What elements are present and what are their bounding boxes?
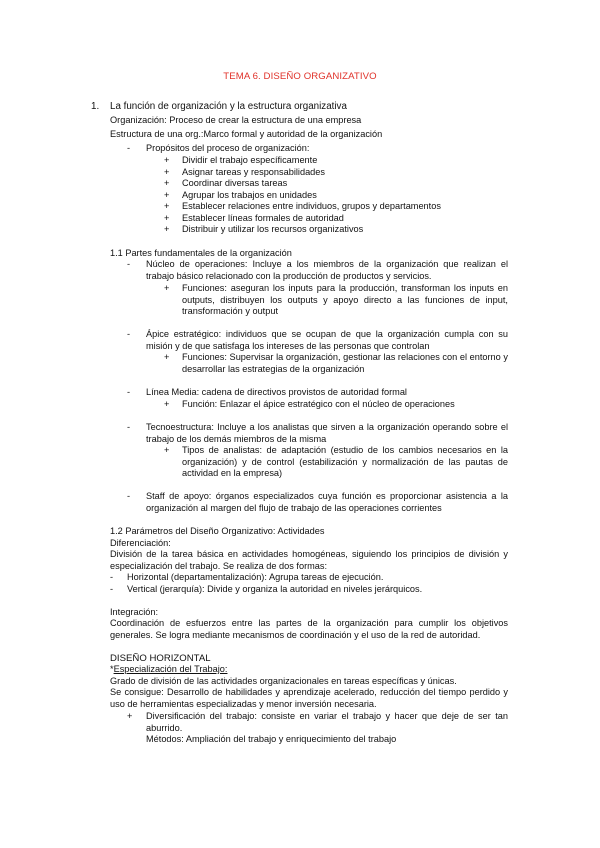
list-item: Coordinar diversas tareas <box>182 178 288 188</box>
plus-bullet: + <box>164 155 170 165</box>
support-staff-text: Staff de apoyo: órganos especializados cuya función es proporcionar asistencia a la organización al margen del flujo de trabajo de las operaciones corrientes <box>146 491 508 513</box>
list-item: Dividir el trabajo específicamente <box>182 155 318 165</box>
organization-definition: Organización: Proceso de crear la estructura de una empresa <box>110 115 362 125</box>
plus-bullet: + <box>164 201 170 211</box>
dash-bullet: - <box>110 572 114 582</box>
subsection-heading: 1.1 Partes fundamentales de la organización <box>110 248 292 258</box>
specialization-definition: Grado de división de las actividades organizacionales en tareas específicas y únicas. <box>110 676 457 686</box>
specialization-benefits: Se consigue: Desarrollo de habilidades y aprendizaje acelerado, reducción del tiempo perdido y uso de herramientas especializadas y menor inversión necesaria. <box>110 687 508 709</box>
differentiation-text: División de la tarea básica en actividades homogéneas, siguiendo los principios de división y especialización del trabajo. Se realiza de dos formas: <box>110 549 508 571</box>
dash-bullet: - <box>127 491 131 501</box>
operating-core-functions: Funciones: aseguran los inputs para la producción, transforman los inputs en outputs, distribuyen los outputs y apoyo directo a las funciones de input, transformación y output <box>182 283 508 316</box>
list-item: Establecer líneas formales de autoridad <box>182 213 344 223</box>
specialization-heading <box>110 664 227 676</box>
horizontal-differentiation: Horizontal (departamentalización): Agrupa tareas de ejecución. <box>127 572 384 582</box>
plus-bullet: + <box>127 711 133 721</box>
operating-core-text: Núcleo de operaciones: Incluye a los miembros de la organización que realizan el trabajo básico relacionado con la producción de productos y servicios. <box>146 259 508 281</box>
integration-text: Coordinación de esfuerzos entre las partes de la organización para cumplir los objetivos generales. Se logra mediante mecanismos de coordinación y el uso de la red de autoridad. <box>110 618 508 640</box>
strategic-apex-functions: Funciones: Supervisar la organización, gestionar las relaciones con el entorno y desarrollar las estrategias de la organización <box>182 352 508 374</box>
technostructure-analyst-types: Tipos de analistas: de adaptación (estudio de los cambios necesarios en la organización) y de control (estabilización y normalización de las pautas de actividad en la empresa) <box>182 445 508 478</box>
plus-bullet: + <box>164 190 170 200</box>
differentiation-label: Diferenciación: <box>110 538 171 548</box>
work-diversification: Diversificación del trabajo: consiste en variar el trabajo y hacer que deje de ser tan aburrido. <box>146 711 508 733</box>
horizontal-design-heading: DISEÑO HORIZONTAL <box>110 653 211 664</box>
page-title: TEMA 6. DISEÑO ORGANIZATIVO <box>223 71 377 82</box>
dash-bullet: - <box>127 422 131 432</box>
subsection-heading: 1.2 Parámetros del Diseño Organizativo: Actividades <box>110 526 325 536</box>
plus-bullet: + <box>164 213 170 223</box>
asterisk: * <box>110 664 114 674</box>
plus-bullet: + <box>164 167 170 177</box>
dash-bullet: - <box>127 329 131 339</box>
plus-bullet: + <box>164 178 170 188</box>
dash-bullet: - <box>110 584 114 594</box>
plus-bullet: + <box>164 399 170 409</box>
technostructure-text: Tecnoestructura: Incluye a los analistas que sirven a la organización operando sobre el trabajo de los demás miembros de la misma <box>146 422 508 444</box>
strategic-apex-text: Ápice estratégico: individuos que se ocupan de que la organización cumpla con su misión y de que satisfaga los intereses de las personas que controlan <box>146 329 508 351</box>
integration-label: Integración: <box>110 607 159 617</box>
specialization-label: Especialización del Trabajo: <box>113 664 228 674</box>
section-heading: La función de organización y la estructura organizativa <box>110 101 347 112</box>
dash-bullet: - <box>127 387 131 397</box>
structure-definition: Estructura de una org.:Marco formal y autoridad de la organización <box>110 129 383 139</box>
list-item: Agrupar los trabajos en unidades <box>182 190 317 200</box>
plus-bullet: + <box>164 283 170 293</box>
dash-bullet: - <box>127 259 131 269</box>
dash-bullet: - <box>127 143 131 153</box>
plus-bullet: + <box>164 224 170 234</box>
plus-bullet: + <box>164 445 170 455</box>
middle-line-text: Línea Media: cadena de directivos provistos de autoridad formal <box>146 387 407 397</box>
purposes-intro: Propósitos del proceso de organización: <box>146 143 310 153</box>
section-number: 1. <box>91 101 100 112</box>
list-item: Establecer relaciones entre individuos, grupos y departamentos <box>182 201 441 211</box>
list-item: Distribuir y utilizar los recursos organizativos <box>182 224 364 234</box>
plus-bullet: + <box>164 352 170 362</box>
middle-line-function: Función: Enlazar el ápice estratégico con el núcleo de operaciones <box>182 399 455 409</box>
vertical-differentiation: Vertical (jerarquía): Divide y organiza la autoridad en niveles jerárquicos. <box>127 584 423 594</box>
methods-text: Métodos: Ampliación del trabajo y enriquecimiento del trabajo <box>146 734 397 744</box>
list-item: Asignar tareas y responsabilidades <box>182 167 325 177</box>
